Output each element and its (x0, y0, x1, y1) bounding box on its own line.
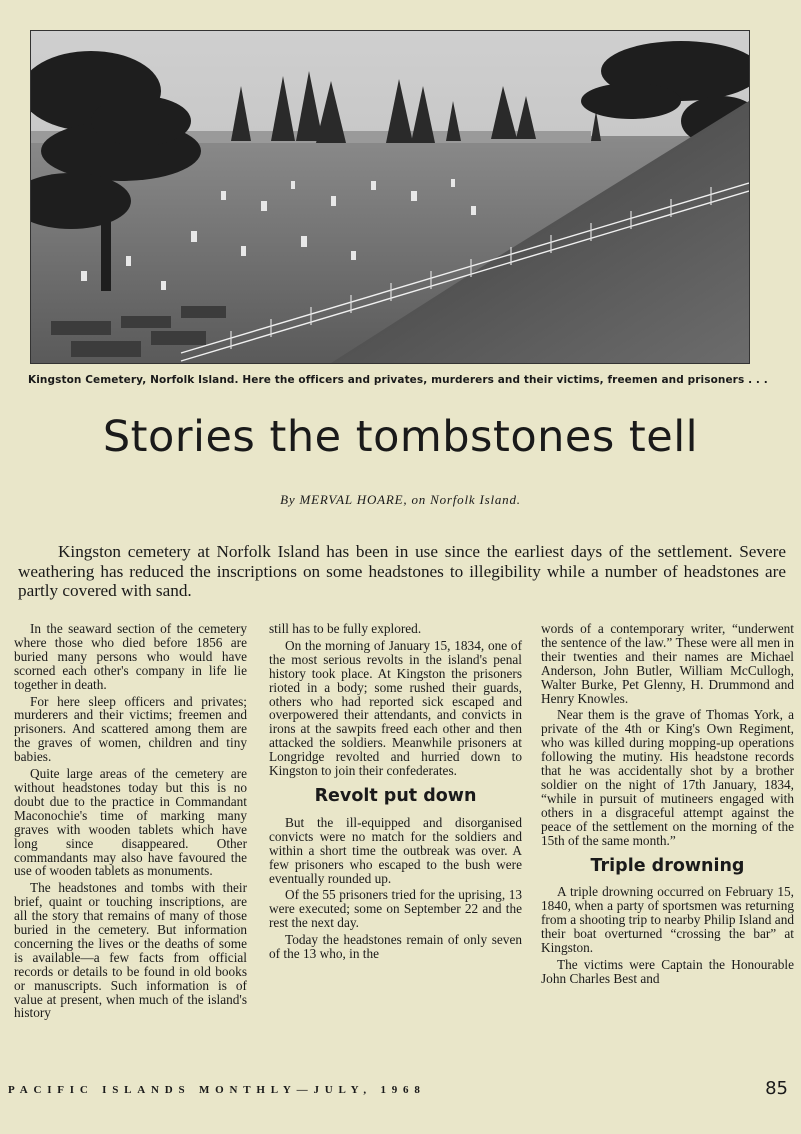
paragraph: But the ill-equipped and disorganised convicts were no match for the soldiers and within a short time the outbreak was over. A few prisoners who escaped to the bush were eventually rounded up. (269, 814, 522, 886)
paragraph: still has to be fully explored. (269, 621, 422, 636)
section-heading-revolt: Revolt put down (314, 785, 477, 806)
column-3 (541, 622, 794, 989)
page-footer (8, 1078, 788, 1102)
intro-paragraph: Kingston cemetery at Norfolk Island has been in use since the earliest days of the settlement. Severe weathering has reduced the inscriptions on some headstones to illegibility while a number of headstones are partly covered with sand. (18, 542, 786, 600)
column-2 (269, 622, 522, 964)
paragraph: A triple drowning occurred on February 15, 1840, when a party of sportsmen was returning from a shooting trip to nearby Philip Island and their boat overturned “crossing the bar” at Kingston. (541, 884, 794, 956)
publication-line: PACIFIC ISLANDS MONTHLY—JULY, 1968 (8, 1084, 426, 1096)
paragraph: Of the 55 prisoners tried for the uprising, 13 were executed; some on September 22 and the rest the next day. (269, 887, 522, 931)
paragraph: In the seaward section of the cemetery where those who died before 1856 are buried many persons who would have scorned each other's company in life lie together in death. (14, 621, 247, 692)
paragraph: For here sleep officers and privates; murderers and their victims; freemen and prisoners. And scattered among them are the graves of women, children and tiny babies. (14, 693, 247, 765)
paragraph: Today the headstones remain of only seven of the 13 who, in the (269, 932, 522, 962)
photo-caption: Kingston Cemetery, Norfolk Island. Here the officers and privates, murderers and their victims, freemen and prisoners . . . (28, 374, 768, 386)
section-heading-drowning: Triple drowning (590, 855, 745, 876)
column-1 (14, 622, 247, 1023)
paragraph: words of a contemporary writer, “underwent the sentence of the law.” These were all men in their twenties and their names are Michael Anderson, John Butler, William McCullogh, Walter Burke, Pet Glenny, H. Drummond and Henry Knowles. (541, 621, 794, 706)
headline: Stories the tombstones tell (102, 412, 699, 462)
paragraph: The headstones and tombs with their brief, quaint or touching inscriptions, are all the story that remains of many of those buried in the cemetery. But information concerning the lives or the deaths of some is available—a few facts from official records or details to be found in old books or manuscripts. Such information is of value at present, when much of the island's history (14, 880, 247, 1021)
paragraph: Near them is the grave of Thomas York, a private of the 4th or King's Own Regiment, who was killed during mopping-up operations following the mutiny. His headstone records that he was accidentally shot by a brother soldier on the night of 17th January, 1834, “while in pursuit of mutineers engaged with others in a disgraceful attempt against the peace of the settlement on the morning of the 15th of the same month.” (541, 707, 794, 848)
cemetery-photo (30, 30, 750, 364)
paragraph: On the morning of January 15, 1834, one of the most serious revolts in the island's penal history took place. At Kingston the prisoners rioted in a body; some rushed their guards, others who had reported sick escaped and overpowered their attendants, and convicts in irons at the sawpits freed each other and then attacked the soldiers. Meanwhile prisoners at Longridge revolted and hurried down to Kingston to join their confederates. (269, 637, 522, 779)
paragraph: The victims were Captain the Honourable John Charles Best and (541, 956, 794, 986)
byline: By MERVAL HOARE, on Norfolk Island. (280, 492, 521, 507)
paragraph: Quite large areas of the cemetery are without headstones today but this is no doubt due to the practice in Commandant Maconochie's time of marking many graves with wooden tablets which have long since disappeared. Other commandants may also have favoured the use of wooden tablets as monuments. (14, 766, 247, 879)
page-number: 85 (765, 1078, 788, 1099)
